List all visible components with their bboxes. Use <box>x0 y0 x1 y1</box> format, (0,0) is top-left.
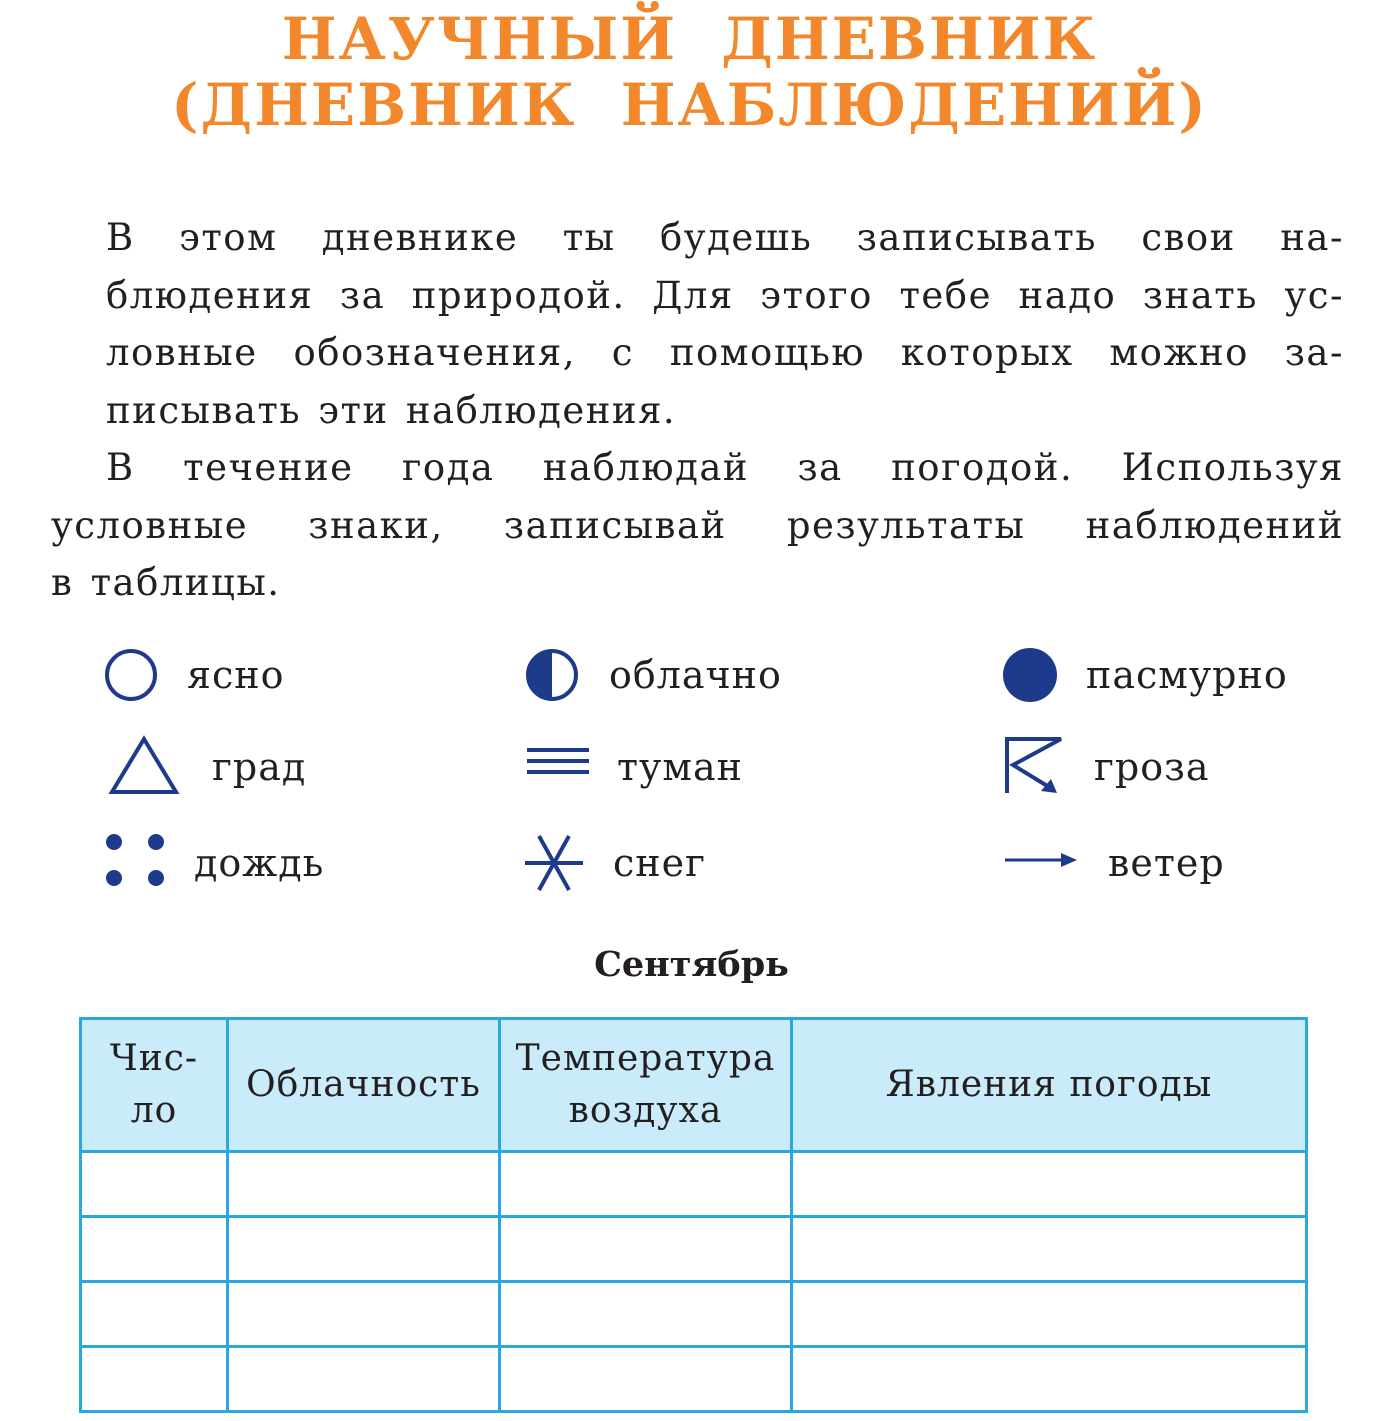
table-cell[interactable] <box>228 1282 500 1347</box>
intro-paragraph-1 <box>51 209 1344 439</box>
legend-rain <box>104 832 168 888</box>
legend-label-wind: ветер <box>1108 841 1225 885</box>
legend-hail <box>108 734 180 796</box>
text-line: блюдения за природой. Для этого тебе надо знать ус- <box>106 273 1344 317</box>
header-day-line-2: ло <box>130 1090 178 1131</box>
legend-clear <box>103 647 159 703</box>
table-cell[interactable] <box>500 1217 792 1282</box>
asterisk-icon <box>523 832 585 894</box>
title-line-2: (ДНЕВНИК НАБЛЮДЕНИЙ) <box>171 71 1208 139</box>
table-row <box>81 1282 1307 1347</box>
title-line-1: НАУЧНЫЙ ДНЕВНИК <box>281 5 1098 73</box>
legend-thunderstorm <box>1003 735 1067 797</box>
table-row <box>81 1347 1307 1412</box>
text-line: в таблицы. <box>51 561 281 604</box>
table-cell[interactable] <box>500 1282 792 1347</box>
column-header-cloudiness: Облачность <box>228 1019 500 1152</box>
legend-label-clear: ясно <box>187 653 285 697</box>
legend-overcast <box>1001 646 1059 704</box>
legend-label-rain: дождь <box>194 841 325 885</box>
legend-snow <box>523 832 585 894</box>
legend-fog <box>525 746 591 778</box>
text-line: условные знаки, записывай результаты наблюдений <box>51 503 1344 547</box>
text-line: В течение года наблюдай за погодой. Используя <box>106 446 1344 489</box>
header-temperature-line-2: воздуха <box>568 1090 723 1131</box>
month-heading: Сентябрь <box>594 944 789 985</box>
table-cell[interactable] <box>81 1217 228 1282</box>
table-cell[interactable] <box>81 1152 228 1217</box>
table-header-row <box>81 1019 1307 1152</box>
header-day-line-1: Чис- <box>109 1038 199 1079</box>
arrow-right-icon <box>1003 848 1079 872</box>
table-cell[interactable] <box>792 1282 1307 1347</box>
observation-table <box>79 1017 1308 1413</box>
legend-label-cloudy: облачно <box>609 653 782 697</box>
legend-cloudy <box>524 647 580 703</box>
text-line: В этом дневнике ты будешь записывать свои на- <box>106 216 1344 259</box>
column-header-day <box>81 1019 228 1152</box>
half-filled-circle-icon <box>524 647 580 703</box>
text-line: писывать эти наблюдения. <box>106 388 677 432</box>
table-cell[interactable] <box>500 1152 792 1217</box>
legend-label-hail: град <box>212 745 307 789</box>
filled-circle-icon <box>1001 646 1059 704</box>
column-header-temperature <box>500 1019 792 1152</box>
table-cell[interactable] <box>500 1347 792 1412</box>
table-cell[interactable] <box>81 1347 228 1412</box>
table-cell[interactable] <box>228 1347 500 1412</box>
table-row <box>81 1217 1307 1282</box>
header-temperature-line-1: Температура <box>515 1038 776 1079</box>
table-cell[interactable] <box>228 1152 500 1217</box>
table-cell[interactable] <box>792 1347 1307 1412</box>
intro-paragraph-2 <box>51 439 1344 612</box>
three-lines-icon <box>525 746 591 778</box>
four-dots-icon <box>104 832 168 888</box>
empty-circle-icon <box>103 647 159 703</box>
table-row <box>81 1152 1307 1217</box>
table-cell[interactable] <box>81 1282 228 1347</box>
triangle-icon <box>108 734 180 796</box>
lightning-flag-icon <box>1003 735 1067 797</box>
legend-label-thunderstorm: гроза <box>1094 745 1210 789</box>
table-cell[interactable] <box>228 1217 500 1282</box>
legend-label-fog: туман <box>617 745 743 789</box>
table-cell[interactable] <box>792 1217 1307 1282</box>
table-cell[interactable] <box>792 1152 1307 1217</box>
column-header-phenomena: Явления погоды <box>792 1019 1307 1152</box>
legend-label-snow: снег <box>613 841 707 885</box>
text-line: ловные обозначения, с помощью которых можно за- <box>106 331 1344 374</box>
legend-wind <box>1003 848 1079 872</box>
legend-label-overcast: пасмурно <box>1086 653 1288 697</box>
page-title <box>0 6 1379 138</box>
